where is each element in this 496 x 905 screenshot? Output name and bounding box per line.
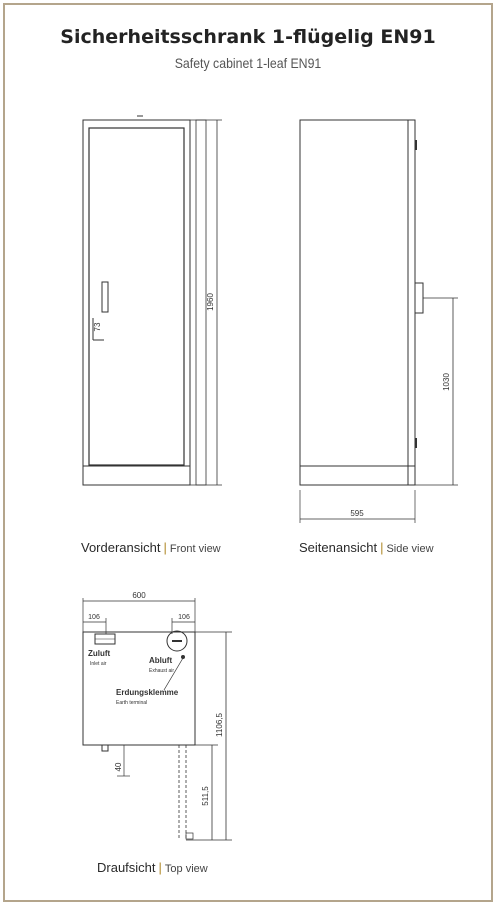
top-inlet-offset-dim-text: 106	[88, 614, 100, 621]
side-view-caption-de: Seitenansicht	[299, 540, 378, 555]
side-view-caption-en: Side view	[386, 543, 434, 555]
page-subtitle: Safety cabinet 1-leaf EN91	[174, 55, 322, 71]
top-view-caption-en: Top view	[164, 863, 208, 875]
front-view-caption-de: Vorderansicht	[81, 540, 161, 555]
earth-terminal-label: Erdungsklemme	[116, 688, 179, 697]
door-swing-handle	[186, 833, 193, 839]
front-view-caption	[81, 540, 221, 555]
inlet-label: Zuluft	[88, 649, 111, 658]
top-exhaust-offset-dim-text: 106	[178, 614, 190, 621]
side-view-caption	[299, 540, 434, 555]
front-door	[89, 128, 184, 465]
caption-separator: |	[380, 540, 384, 555]
top-view-caption-de: Draufsicht	[97, 860, 156, 875]
inlet-label-en: Inlet air	[90, 661, 107, 667]
caption-separator: |	[158, 860, 162, 875]
foot-dim-text: 40	[114, 762, 123, 772]
side-cabinet-body	[300, 120, 415, 485]
exhaust-label-en: Exhaust air	[149, 668, 175, 674]
top-width-dim-text: 600	[132, 591, 146, 600]
caption-separator: |	[163, 540, 167, 555]
front-view-caption-en: Front view	[169, 543, 221, 555]
top-foot	[102, 745, 108, 751]
page-title: Sicherheitsschrank 1-flügelig EN91	[60, 26, 436, 48]
side-view-drawing	[300, 120, 458, 523]
front-cabinet-body	[83, 120, 190, 485]
top-door-swing-dim-text: 511,5	[201, 786, 210, 806]
front-door-handle	[102, 282, 108, 312]
side-handle	[415, 283, 423, 313]
top-view-caption	[97, 860, 208, 875]
front-side-panel	[196, 120, 206, 485]
side-depth-dim-text: 595	[350, 509, 364, 518]
earth-terminal-label-en: Earth terminal	[116, 700, 148, 706]
earth-terminal-point	[182, 656, 185, 659]
top-total-depth-dim-text: 1106,5	[215, 713, 224, 737]
exhaust-label: Abluft	[149, 656, 173, 665]
side-handle-height-dim-text: 1030	[442, 373, 451, 391]
front-handle-dim-text: 73	[93, 322, 102, 332]
front-height-dim-text: 1960	[206, 293, 215, 311]
front-view-drawing	[83, 116, 222, 485]
